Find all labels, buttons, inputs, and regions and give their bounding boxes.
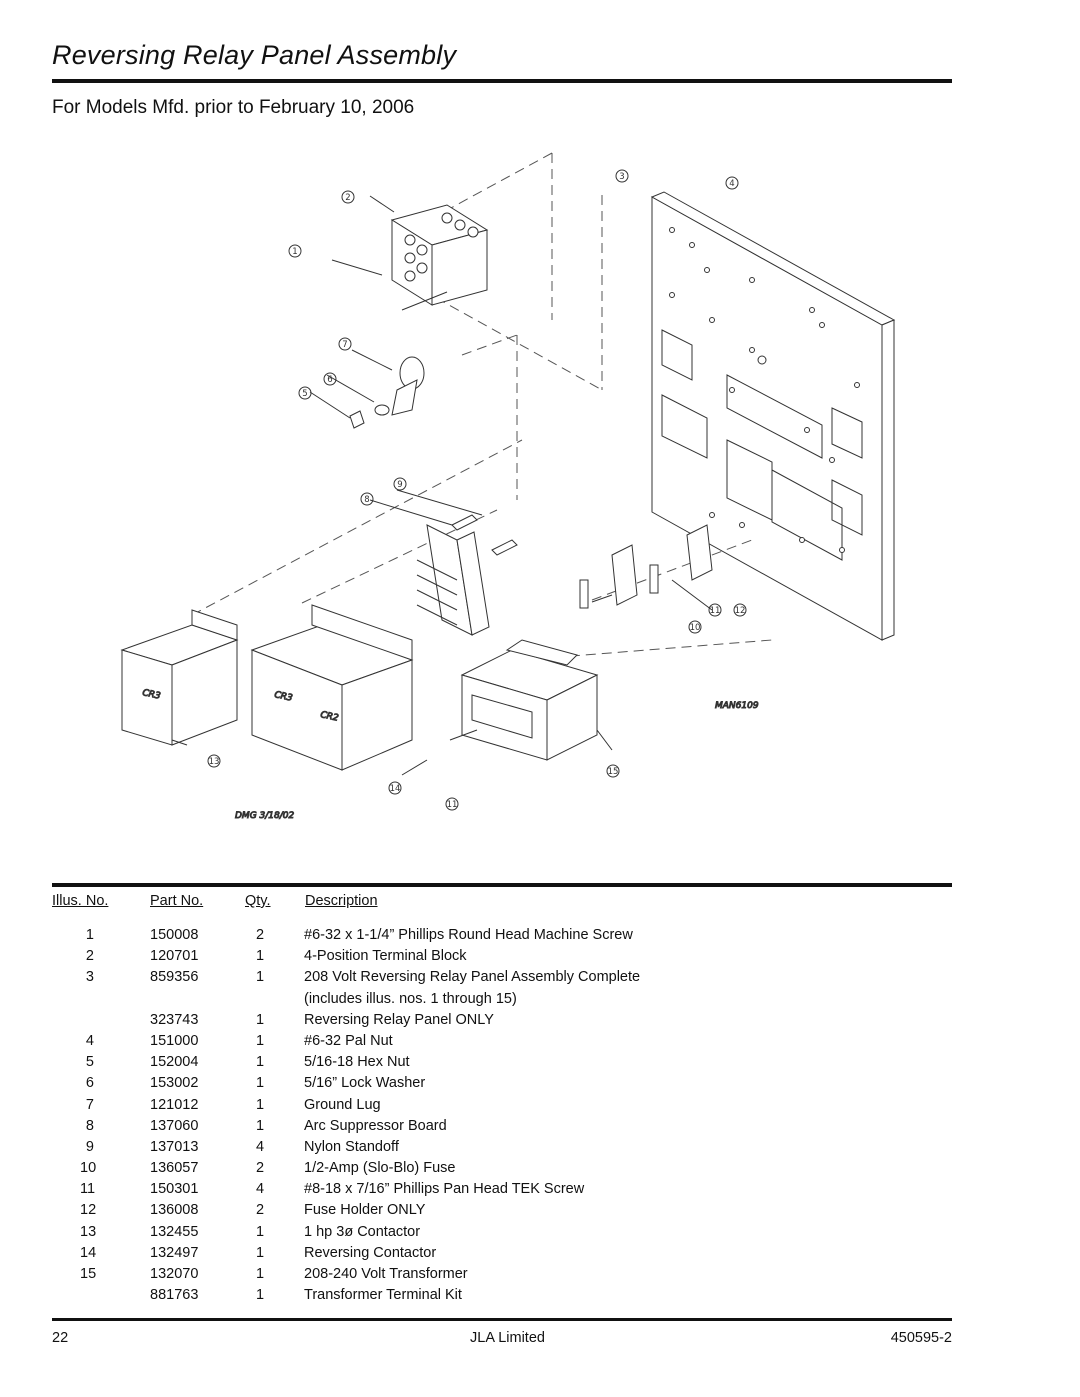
description-cell: 1/2-Amp (Slo-Blo) Fuse xyxy=(304,1160,456,1177)
part-no-cell: 151000 xyxy=(150,1032,199,1049)
callout-13: 13 xyxy=(208,757,220,767)
page-subtitle: For Models Mfd. prior to February 10, 2006 xyxy=(52,97,415,118)
terminal-block xyxy=(392,205,487,305)
qty-cell: 1 xyxy=(256,1244,265,1261)
part-no-cell: 132070 xyxy=(150,1266,199,1282)
part-no-cell: 137060 xyxy=(150,1117,199,1134)
qty-cell: 1 xyxy=(256,1054,265,1071)
table-top-rule xyxy=(52,883,952,887)
contactor-label-cr2: CR2 xyxy=(319,710,340,724)
contactor-label-cr3-b: CR3 xyxy=(273,690,294,704)
col-header-illus: Illus. No. xyxy=(52,893,109,909)
part-no-cell: 859356 xyxy=(150,969,199,986)
callout-11b: 11 xyxy=(446,800,458,810)
callout-9: 9 xyxy=(397,480,403,490)
illus-no-cell: 6 xyxy=(85,1075,94,1092)
illus-no-cell: 14 xyxy=(80,1244,97,1261)
qty-cell: 1 xyxy=(256,1287,265,1304)
callout-11: 11 xyxy=(709,606,721,616)
col-header-part: Part No. xyxy=(150,893,204,909)
part-no-cell: 152004 xyxy=(150,1054,199,1071)
table-row xyxy=(52,1075,952,1096)
table-row xyxy=(52,1118,952,1139)
qty-cell: 1 xyxy=(256,1223,265,1240)
illus-no-cell: 3 xyxy=(85,969,94,986)
illus-no-cell: 8 xyxy=(85,1117,94,1134)
footer-brand: JLA Limited xyxy=(470,1330,545,1346)
qty-cell: 2 xyxy=(256,1160,265,1177)
callout-4: 4 xyxy=(729,179,735,189)
callout-3: 3 xyxy=(619,172,625,182)
callout-12: 12 xyxy=(734,606,746,616)
table-row xyxy=(52,1245,952,1266)
table-row xyxy=(52,1097,952,1118)
callout-10: 10 xyxy=(689,623,701,633)
table-row xyxy=(52,1139,952,1160)
description-cell: #6-32 Pal Nut xyxy=(304,1032,393,1049)
callout-8: 8 xyxy=(364,495,370,505)
description-cell: (includes illus. nos. 1 through 15) xyxy=(304,990,517,1007)
description-cell: 5/16-18 Hex Nut xyxy=(304,1054,410,1071)
qty-cell: 1 xyxy=(256,1266,265,1282)
qty-cell: 1 xyxy=(256,1011,265,1028)
illus-no-cell: 7 xyxy=(85,1096,94,1113)
table-row xyxy=(52,1054,952,1075)
contactor-1hp xyxy=(122,610,237,745)
relay-panel xyxy=(652,192,894,640)
illus-no-cell: 4 xyxy=(85,1032,94,1049)
description-cell: 208-240 Volt Transformer xyxy=(304,1266,468,1282)
table-row xyxy=(52,948,952,969)
description-cell: 208 Volt Reversing Relay Panel Assembly Complete xyxy=(304,969,641,986)
contactor-label-cr3-a: CR3 xyxy=(141,688,162,702)
table-row xyxy=(52,1160,952,1181)
footer-rule xyxy=(52,1318,952,1321)
table-row xyxy=(52,1033,952,1054)
table-row xyxy=(52,1012,952,1033)
description-cell: Arc Suppressor Board xyxy=(304,1117,447,1134)
illus-no-cell: 9 xyxy=(85,1138,94,1155)
callout-6: 6 xyxy=(327,375,333,385)
part-no-cell: 881763 xyxy=(150,1287,199,1304)
callout-5: 5 xyxy=(302,389,308,399)
col-header-desc: Description xyxy=(305,893,378,909)
description-cell: 1 hp 3ø Contactor xyxy=(304,1223,421,1240)
part-no-cell: 136057 xyxy=(150,1160,199,1177)
description-cell: Fuse Holder ONLY xyxy=(304,1202,426,1219)
reversing-contactor xyxy=(252,605,412,770)
callout-2: 2 xyxy=(345,193,351,203)
table-row xyxy=(52,1287,952,1308)
illus-no-cell: 15 xyxy=(80,1266,97,1282)
description-cell: 4-Position Terminal Block xyxy=(304,948,467,965)
drawing-id: MAN6109 xyxy=(715,701,759,711)
illus-no-cell: 12 xyxy=(80,1202,97,1219)
illus-no-cell: 1 xyxy=(85,927,94,943)
part-no-cell: 121012 xyxy=(150,1096,199,1113)
illus-no-cell: 2 xyxy=(85,948,94,965)
qty-cell: 1 xyxy=(256,948,265,965)
description-cell: 5/16” Lock Washer xyxy=(304,1075,426,1092)
callout-15: 15 xyxy=(607,767,619,777)
page-number: 22 xyxy=(52,1330,69,1346)
qty-cell: 1 xyxy=(256,1117,265,1134)
part-no-cell: 132497 xyxy=(150,1244,199,1261)
part-no-cell: 120701 xyxy=(150,948,199,965)
description-cell: Nylon Standoff xyxy=(304,1138,399,1155)
exploded-parts-diagram xyxy=(52,140,952,840)
description-cell: #6-32 x 1-1/4” Phillips Round Head Machine Screw xyxy=(304,927,633,943)
qty-cell: 1 xyxy=(256,969,265,986)
part-no-cell: 153002 xyxy=(150,1075,199,1092)
doc-number: 450595-2 xyxy=(890,1330,952,1346)
qty-cell: 2 xyxy=(256,927,265,943)
description-cell: Reversing Relay Panel ONLY xyxy=(304,1011,494,1028)
callout-1: 1 xyxy=(292,247,298,257)
table-row xyxy=(52,969,952,990)
drawer-stamp: DMG 3/18/02 xyxy=(235,811,295,821)
part-no-cell: 150008 xyxy=(150,927,199,943)
part-no-cell: 132455 xyxy=(150,1223,199,1240)
illus-no-cell: 10 xyxy=(80,1160,97,1177)
qty-cell: 1 xyxy=(256,1096,265,1113)
part-no-cell: 137013 xyxy=(150,1138,199,1155)
title-rule xyxy=(52,79,952,83)
arc-suppressor-board xyxy=(370,490,517,635)
illus-no-cell: 11 xyxy=(80,1181,96,1198)
illus-no-cell: 13 xyxy=(80,1223,97,1240)
ground-lug-assembly xyxy=(310,350,424,428)
qty-cell: 4 xyxy=(256,1181,265,1198)
description-cell: Reversing Contactor xyxy=(304,1244,437,1261)
qty-cell: 2 xyxy=(256,1202,265,1219)
col-header-qty: Qty. xyxy=(245,893,271,909)
table-row xyxy=(52,1266,952,1287)
illus-no-cell: 5 xyxy=(85,1054,94,1071)
table-row xyxy=(52,1181,952,1202)
part-no-cell: 323743 xyxy=(150,1011,199,1028)
table-row xyxy=(52,1202,952,1223)
description-cell: Ground Lug xyxy=(304,1096,381,1113)
qty-cell: 4 xyxy=(256,1138,265,1155)
part-no-cell: 150301 xyxy=(150,1181,199,1198)
table-row xyxy=(52,927,952,948)
callout-7: 7 xyxy=(342,340,348,350)
transformer xyxy=(402,640,612,775)
description-cell: #8-18 x 7/16” Phillips Pan Head TEK Screw xyxy=(304,1181,585,1198)
qty-cell: 1 xyxy=(256,1075,265,1092)
table-row xyxy=(52,991,952,1012)
part-no-cell: 136008 xyxy=(150,1202,199,1219)
table-row xyxy=(52,1224,952,1245)
callout-14: 14 xyxy=(389,784,401,794)
qty-cell: 1 xyxy=(256,1032,265,1049)
description-cell: Transformer Terminal Kit xyxy=(304,1287,462,1304)
parts-table-body xyxy=(52,927,952,1308)
page-title: Reversing Relay Panel Assembly xyxy=(52,40,457,70)
